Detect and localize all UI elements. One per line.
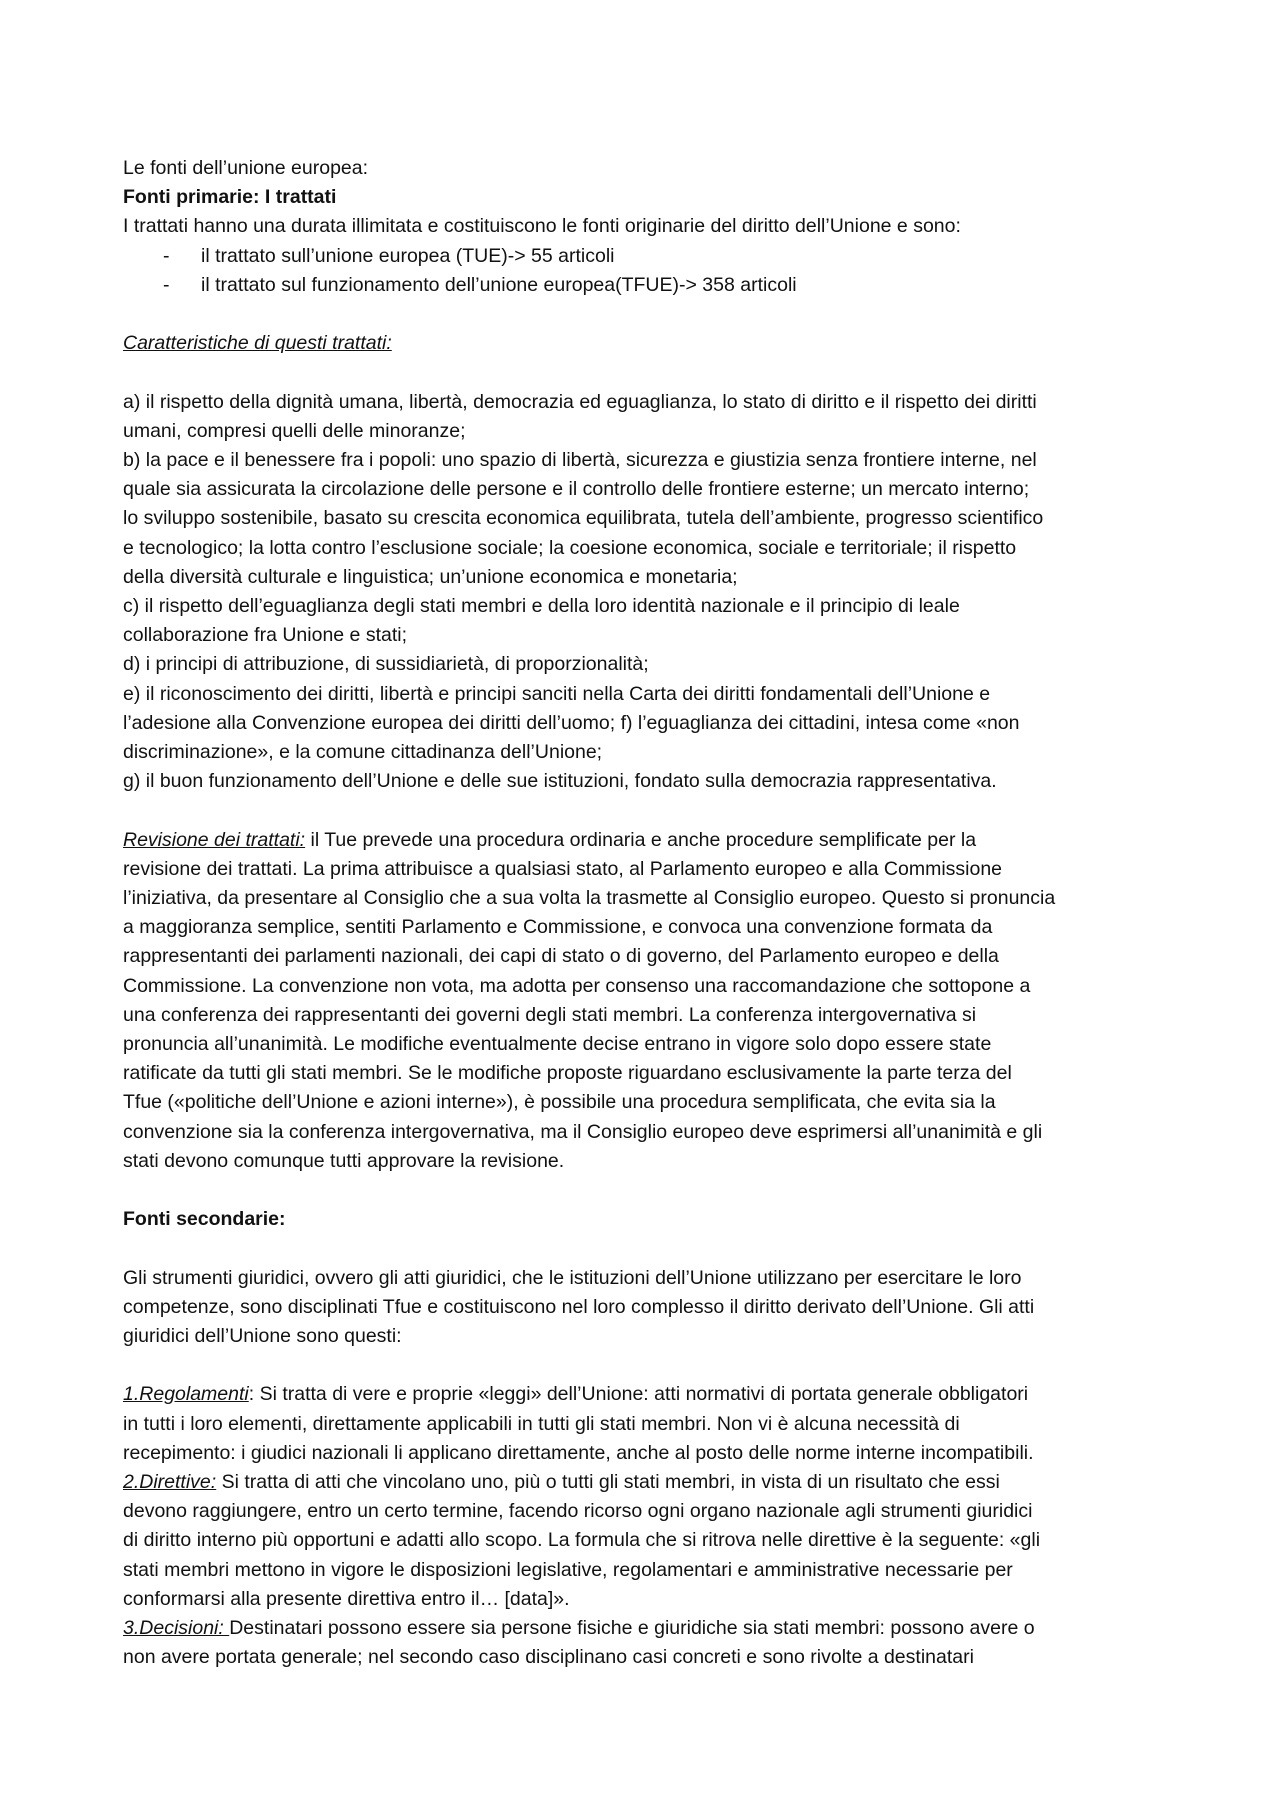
paragraph-line: della diversità culturale e linguistica; un’unione economica e monetaria;	[123, 565, 738, 588]
paragraph-line: d) i principi di attribuzione, di sussidiarietà, di proporzionalità;	[123, 653, 649, 676]
paragraph-line: b) la pace e il benessere fra i popoli: uno spazio di libertà, sicurezza e giustizia senza frontiere interne, nel	[123, 449, 1037, 471]
revision-paragraph	[123, 826, 1170, 1176]
paragraph-line: lo sviluppo sostenibile, basato su crescita economica equilibrata, tutela dell’ambiente, progresso scientifico	[123, 507, 1044, 530]
paragraph-line: l’adesione alla Convenzione europea dei diritti dell’uomo; f) l’eguaglianza dei cittadini, intesa come «non	[123, 711, 1020, 734]
paragraph-line: e) il riconoscimento dei diritti, libertà e principi sanciti nella Carta dei diritti fondamentali dell’Unione e	[123, 682, 991, 705]
paragraph-line: recepimento: i giudici nazionali li applicano direttamente, anche al posto delle norme interne incompatibili.	[123, 1441, 1034, 1464]
paragraph-line: pronuncia all’unanimità. Le modifiche eventualmente decise entrano in vigore solo dopo essere state	[123, 1033, 992, 1056]
treaties-intro: I trattati hanno una durata illimitata e costituiscono le fonti originarie del diritto dell’Unione e sono:	[123, 215, 961, 238]
secondary-sources-heading: Fonti secondarie:	[123, 1208, 286, 1231]
paragraph-line: rappresentanti dei parlamenti nazionali, dei capi di stato o di governo, del Parlamento europeo e della	[123, 945, 999, 968]
paragraph-line: Commissione. La convenzione non vota, ma adotta per consenso una raccomandazione che sottopone a	[123, 974, 1031, 997]
decisioni-label: 3.Decisioni:	[123, 1617, 230, 1640]
spacer	[123, 358, 1170, 387]
paragraph-line: Si tratta di atti che vincolano uno, più o tutti gli stati membri, in vista di un risultato che essi	[216, 1471, 1000, 1494]
paragraph-line: Tfue («politiche dell’Unione e azioni interne»), è possibile una procedura semplificata, che evita sia la	[123, 1091, 996, 1114]
paragraph-line: stati membri mettono in vigore le disposizioni legislative, regolamentari e amministrative necessarie per	[123, 1558, 1013, 1581]
paragraph-line: competenze, sono disciplinati Tfue e costituiscono nel loro complesso il diritto derivato dell’Unione. Gli atti	[123, 1295, 1035, 1318]
paragraph-line: collaborazione fra Unione e stati;	[123, 624, 407, 647]
paragraph-line: devono raggiungere, entro un certo termine, facendo ricorso ogni organo nazionale agli strumenti giuridici	[123, 1500, 1033, 1523]
bullet-dash: -	[163, 273, 170, 296]
paragraph-line: umani, compresi quelli delle minoranze;	[123, 419, 466, 442]
list-item	[123, 242, 1170, 271]
paragraph-line: giuridici dell’Unione sono questi:	[123, 1325, 402, 1348]
paragraph-line: stati devono comunque tutti approvare la revisione.	[123, 1149, 565, 1172]
paragraph-line: Destinatari possono essere sia persone fisiche e giuridiche sia stati membri: possono avere o	[229, 1617, 1035, 1640]
paragraph-line: conformarsi alla presente direttiva entro il… [data]».	[123, 1587, 570, 1610]
characteristics-heading: Caratteristiche di questi trattati:	[123, 332, 392, 355]
paragraph-line: ratificate da tutti gli stati membri. Se le modifiche proposte riguardano esclusivamente la parte terza del	[123, 1062, 1012, 1085]
paragraph-line: convenzione sia la conferenza intergovernativa, ma il Consiglio europeo deve esprimersi all’unanimità e gli	[123, 1120, 1043, 1143]
paragraph-line: discriminazione», e la comune cittadinanza dell’Unione;	[123, 741, 603, 764]
treaty-tfue: il trattato sul funzionamento dell’unione europea(TFUE)-> 358 articoli	[201, 273, 797, 296]
spacer	[123, 796, 1170, 825]
list-item	[123, 271, 1170, 300]
decisioni-paragraph	[123, 1614, 1170, 1672]
paragraph-line: c) il rispetto dell’eguaglianza degli stati membri e della loro identità nazionale e il principio di leale	[123, 595, 960, 618]
direttive-label: 2.Direttive:	[123, 1471, 217, 1494]
paragraph-line: Gli strumenti giuridici, ovvero gli atti giuridici, che le istituzioni dell’Unione utilizzano per esercitare le loro	[123, 1266, 1022, 1289]
paragraph-line: l’iniziativa, da presentare al Consiglio che a sua volta la trasmette al Consiglio europeo. Questo si pronuncia	[123, 887, 1056, 910]
paragraph-line: di diritto interno più opportuni e adatti allo scopo. La formula che si ritrova nelle direttive è la seguente: «gli	[123, 1529, 1041, 1552]
primary-sources-heading: Fonti primarie: I trattati	[123, 186, 337, 209]
regolamenti-label: 1.Regolamenti	[123, 1383, 249, 1406]
document-title: Le fonti dell’unione europea:	[123, 157, 369, 179]
treaty-tue: il trattato sull’unione europea (TUE)-> 55 articoli	[201, 244, 615, 267]
paragraph-line: e tecnologico; la lotta contro l’esclusione sociale; la coesione economica, sociale e territoriale; il rispetto	[123, 536, 1017, 559]
revision-label: Revisione dei trattati:	[123, 828, 306, 851]
paragraph-line: a) il rispetto della dignità umana, libertà, democrazia ed eguaglianza, lo stato di diritto e il rispetto dei diritti	[123, 390, 1037, 413]
spacer	[123, 1176, 1170, 1205]
paragraph-line: g) il buon funzionamento dell’Unione e delle sue istituzioni, fondato sulla democrazia rappresentativa.	[123, 770, 997, 793]
paragraph-line: non avere portata generale; nel secondo caso disciplinano casi concreti e sono rivolte a destinatari	[123, 1646, 974, 1669]
secondary-intro	[123, 1264, 1170, 1352]
bullet-dash: -	[163, 244, 170, 267]
paragraph-line: una conferenza dei rappresentanti dei governi degli stati membri. La conferenza intergovernativa si	[123, 1003, 977, 1026]
paragraph-line: quale sia assicurata la circolazione delle persone e il controllo delle frontiere esterne; un mercato interno;	[123, 478, 1030, 501]
spacer	[123, 300, 1170, 329]
spacer	[123, 1234, 1170, 1263]
paragraph-line: il Tue prevede una procedura ordinaria e anche procedure semplificate per la	[305, 828, 977, 851]
direttive-paragraph	[123, 1468, 1170, 1614]
paragraph-line: revisione dei trattati. La prima attribuisce a qualsiasi stato, al Parlamento europeo e alla Commissione	[123, 857, 1003, 880]
characteristics-list	[123, 388, 1170, 797]
paragraph-line: a maggioranza semplice, sentiti Parlamento e Commissione, e convoca una convenzione formata da	[123, 916, 993, 939]
paragraph-line: : Si tratta di vere e proprie «leggi» dell’Unione: atti normativi di portata generale obbligatori	[248, 1383, 1029, 1406]
paragraph-line: in tutti i loro elementi, direttamente applicabili in tutti gli stati membri. Non vi è alcuna necessità di	[123, 1412, 960, 1435]
regolamenti-paragraph	[123, 1380, 1170, 1468]
spacer	[123, 1351, 1170, 1380]
